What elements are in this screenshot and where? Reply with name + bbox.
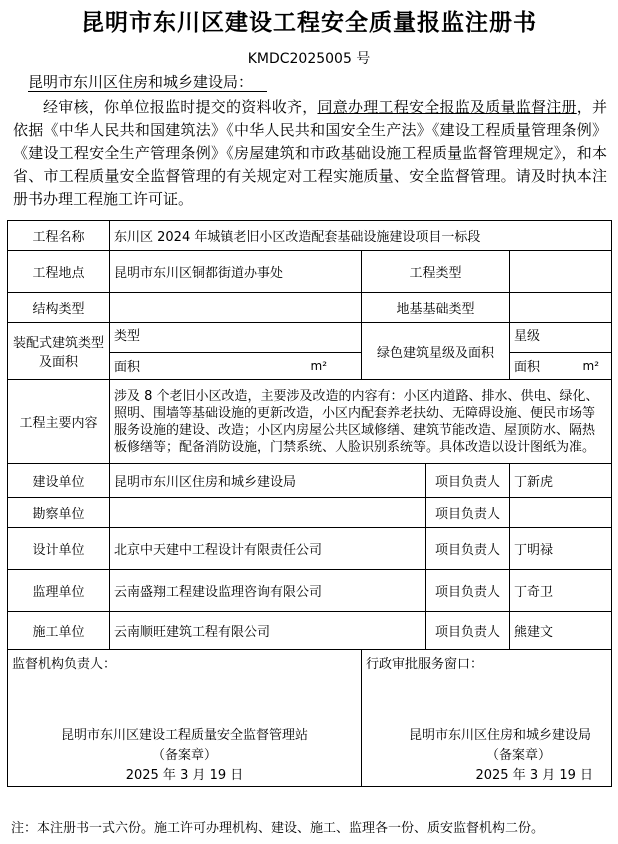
manager-name: 丁奇卫 bbox=[510, 570, 612, 612]
unit-name: 昆明市东川区住房和城乡建设局 bbox=[110, 464, 426, 498]
manager-name: 丁明禄 bbox=[510, 528, 612, 570]
location-label: 工程地点 bbox=[8, 251, 110, 293]
table-row bbox=[8, 380, 612, 464]
registration-table bbox=[7, 220, 612, 787]
manager-name bbox=[510, 498, 612, 528]
green-star-label: 星级 bbox=[514, 329, 541, 344]
housing-bureau-name: 昆明市东川区住房和城乡建设局 bbox=[409, 728, 592, 743]
right-sign-date: 2025 年 3 月 19 日 bbox=[475, 768, 594, 783]
unit-name: 云南顺旺建筑工程有限公司 bbox=[110, 612, 426, 650]
left-sign-date: 2025 年 3 月 19 日 bbox=[125, 768, 244, 783]
supervision-sign-cell bbox=[8, 650, 362, 787]
table-row bbox=[8, 528, 612, 570]
supervision-station-name: 昆明市东川区建设工程质量安全监督管理站 bbox=[60, 728, 308, 743]
unit-name bbox=[110, 498, 426, 528]
green-building-label: 绿色建筑星级及面积 bbox=[362, 323, 510, 380]
prefab-area-unit: m² bbox=[310, 358, 327, 373]
project-name-label: 工程名称 bbox=[8, 221, 110, 251]
main-content-label: 工程主要内容 bbox=[8, 380, 110, 464]
unit-label: 建设单位 bbox=[8, 464, 110, 498]
table-row bbox=[8, 650, 612, 787]
project-type-value bbox=[510, 251, 612, 293]
manager-label: 项目负责人 bbox=[426, 528, 510, 570]
unit-name: 云南盛翔工程建设监理咨询有限公司 bbox=[110, 570, 426, 612]
unit-label: 施工单位 bbox=[8, 612, 110, 650]
approval-text-underlined: 同意办理工程安全报监及质量监督注册 bbox=[317, 98, 577, 116]
table-row bbox=[8, 498, 612, 528]
table-row bbox=[8, 323, 612, 380]
prefab-type-label: 类型 bbox=[114, 329, 141, 344]
green-area-unit: m² bbox=[582, 358, 600, 373]
right-filing-seal: （备案章） bbox=[486, 748, 552, 763]
manager-name: 熊建文 bbox=[510, 612, 612, 650]
document-number: KMDC2025005 号 bbox=[247, 51, 371, 67]
supervisor-head-label: 监督机构负责人： bbox=[12, 657, 117, 672]
prefab-building-cell bbox=[110, 323, 362, 380]
unit-label: 勘察单位 bbox=[8, 498, 110, 528]
approval-window-sign-cell bbox=[362, 650, 612, 787]
foundation-type-label: 地基基础类型 bbox=[362, 293, 510, 323]
unit-label: 监理单位 bbox=[8, 570, 110, 612]
table-row bbox=[8, 612, 612, 650]
approval-window-label: 行政审批服务窗口： bbox=[366, 657, 484, 672]
project-type-label: 工程类型 bbox=[362, 251, 510, 293]
structure-type-label: 结构类型 bbox=[8, 293, 110, 323]
location-value: 昆明市东川区铜都街道办事处 bbox=[110, 251, 362, 293]
addressee: 昆明市东川区住房和城乡建设局： bbox=[28, 73, 267, 92]
manager-label: 项目负责人 bbox=[426, 612, 510, 650]
prefab-building-label: 装配式建筑类型及面积 bbox=[8, 323, 110, 380]
table-row bbox=[8, 570, 612, 612]
table-row bbox=[8, 251, 612, 293]
table-row bbox=[8, 293, 612, 323]
manager-label: 项目负责人 bbox=[426, 464, 510, 498]
unit-name: 北京中天建中工程设计有限责任公司 bbox=[110, 528, 426, 570]
foundation-type-value bbox=[510, 293, 612, 323]
approval-paragraph bbox=[13, 96, 607, 211]
footer-note: 注：本注册书一式六份。施工许可办理机构、建设、施工、监理各一份、质安监督机构二份。 bbox=[11, 821, 545, 836]
manager-label: 项目负责人 bbox=[426, 498, 510, 528]
manager-label: 项目负责人 bbox=[426, 570, 510, 612]
project-name-value: 东川区 2024 年城镇老旧小区改造配套基础设施建设项目一标段 bbox=[110, 221, 612, 251]
document-title: 昆明市东川区建设工程安全质量报监注册书 bbox=[81, 10, 537, 36]
approval-text-1: 经审核，你单位报监时提交的资料收齐， bbox=[43, 98, 318, 116]
green-area-label: 面积 bbox=[514, 360, 541, 376]
structure-type-value bbox=[110, 293, 362, 323]
main-content-value: 涉及 8 个老旧小区改造，主要涉及改造的内容有：小区内道路、排水、供电、绿化、照明、围墙等基础设施的更新改造，小区内配套养老扶幼、无障碍设施、便民市场等服务设施的建设、改造；小区内房屋公共区域修缮、建筑节能改造、屋顶防水、隔热板修缮等；配备消防设施，门禁系统、人脸识别系统等。具体改造以设计图纸为准。 bbox=[110, 380, 612, 464]
prefab-area-label: 面积 bbox=[114, 360, 141, 376]
table-row bbox=[8, 464, 612, 498]
left-filing-seal: （备案章） bbox=[151, 748, 217, 763]
manager-name: 丁新虎 bbox=[510, 464, 612, 498]
table-row bbox=[8, 221, 612, 251]
approval-text-2: ，并依据《中华人民共和国建筑法》《中华人民共和国安全生产法》《建设工程质量管理条例》《建设工程安全生产管理条例》《房屋建筑和市政基础设施工程质量监督管理规定》，和本省、市工程质量安全监督管理的有关规定对工程实施质量、安全监督管理。请及时执本注册书办理工程施工许可证。 bbox=[13, 98, 607, 208]
unit-label: 设计单位 bbox=[8, 528, 110, 570]
green-building-cell bbox=[510, 323, 612, 380]
